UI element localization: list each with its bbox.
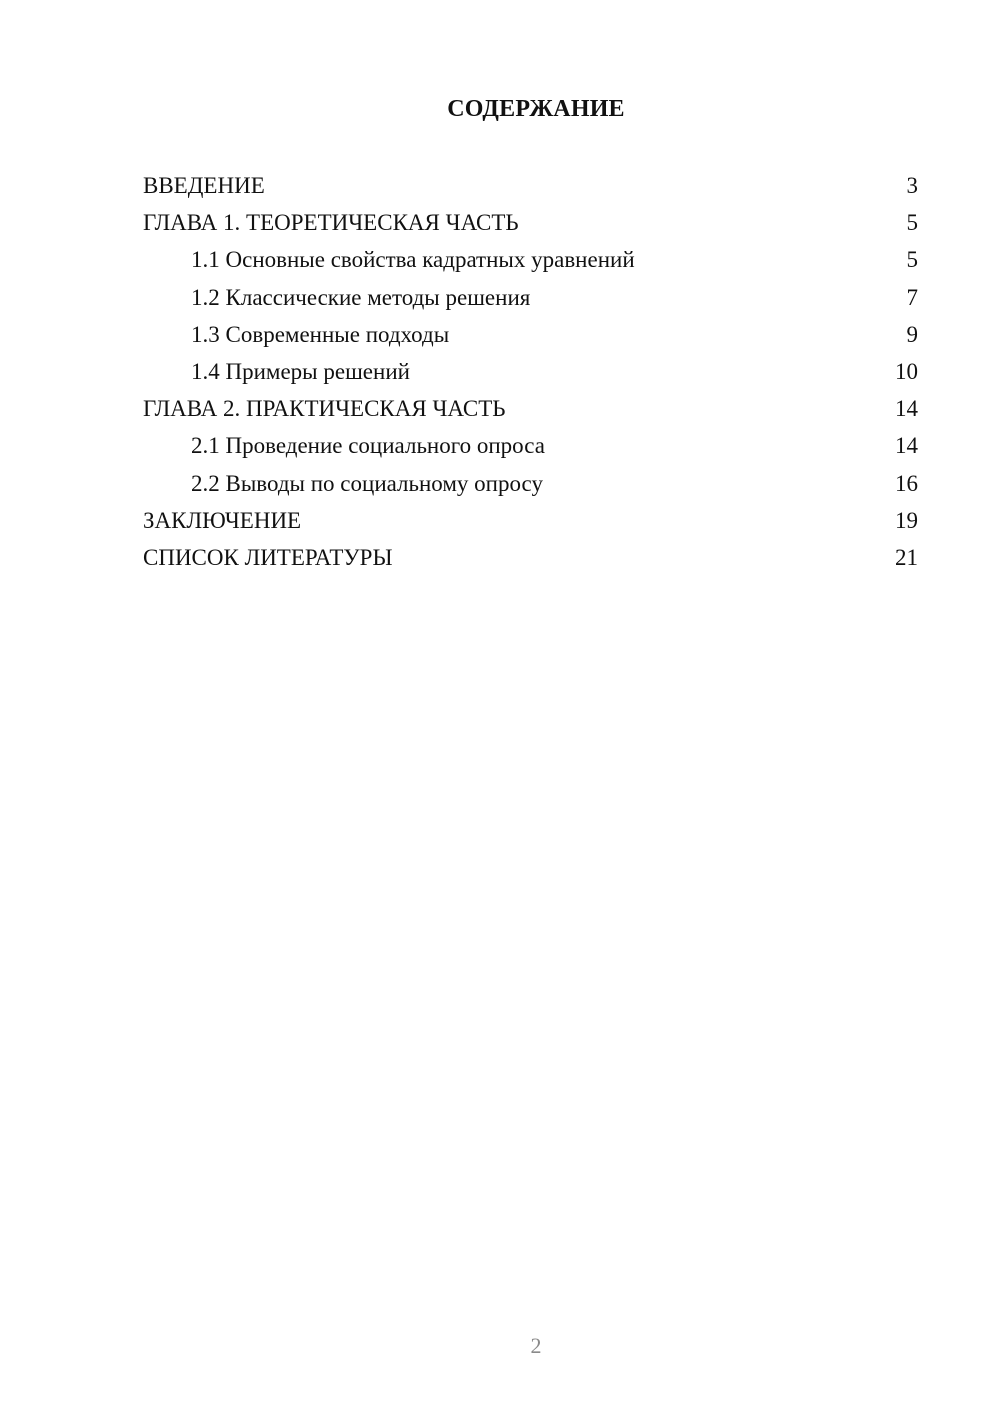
toc-entry-section-1-3[interactable] [143, 316, 918, 353]
toc-entry-page: 14 [895, 433, 918, 459]
toc-entry-chapter-2[interactable] [143, 390, 918, 427]
toc-entry-page: 21 [895, 544, 918, 570]
toc-entry-label: ГЛАВА 1. ТЕОРЕТИЧЕСКАЯ ЧАСТЬ [143, 210, 519, 236]
toc-entry-chapter-1[interactable] [143, 204, 918, 241]
toc-entry-label: 2.1 Проведение социального опроса [191, 433, 545, 459]
page-number: 2 [530, 1333, 542, 1358]
toc-entry-section-1-2[interactable] [143, 279, 918, 316]
toc-entry-label: ВВЕДЕНИЕ [143, 173, 265, 198]
toc-entry-label: 2.2 Выводы по социальному опросу [191, 470, 543, 496]
toc-entry-section-2-2[interactable] [143, 465, 918, 502]
toc-entry-page: 16 [895, 470, 918, 496]
toc-entry-page: 7 [906, 284, 918, 310]
toc-entry-label: ЗАКЛЮЧЕНИЕ [143, 507, 302, 533]
toc-entry-label: 1.1 Основные свойства кадратных уравнений [191, 247, 635, 273]
toc-entry-page: 9 [906, 321, 918, 347]
table-of-contents [143, 167, 918, 576]
toc-entry-references[interactable] [143, 539, 918, 576]
toc-entry-page: 5 [906, 247, 918, 273]
toc-entry-section-1-4[interactable] [143, 353, 918, 390]
toc-entry-page: 14 [895, 396, 918, 422]
toc-heading-container [0, 96, 1000, 123]
toc-entry-introduction[interactable] [143, 167, 918, 204]
toc-entry-page: 3 [906, 173, 918, 198]
toc-entry-page: 19 [895, 507, 918, 533]
toc-entry-label: ГЛАВА 2. ПРАКТИЧЕСКАЯ ЧАСТЬ [143, 396, 506, 422]
toc-entry-label: 1.3 Современные подходы [191, 321, 450, 347]
toc-entry-conclusion[interactable] [143, 502, 918, 539]
toc-entry-label: СПИСОК ЛИТЕРАТУРЫ [143, 544, 393, 570]
toc-entry-page: 5 [906, 210, 918, 236]
toc-entry-page: 10 [895, 358, 918, 384]
toc-entry-label: 1.4 Примеры решений [191, 358, 410, 384]
toc-entry-label: 1.2 Классические методы решения [191, 284, 531, 310]
toc-entry-section-1-1[interactable] [143, 241, 918, 278]
toc-heading: СОДЕРЖАНИЕ [447, 96, 625, 122]
toc-entry-section-2-1[interactable] [143, 427, 918, 464]
